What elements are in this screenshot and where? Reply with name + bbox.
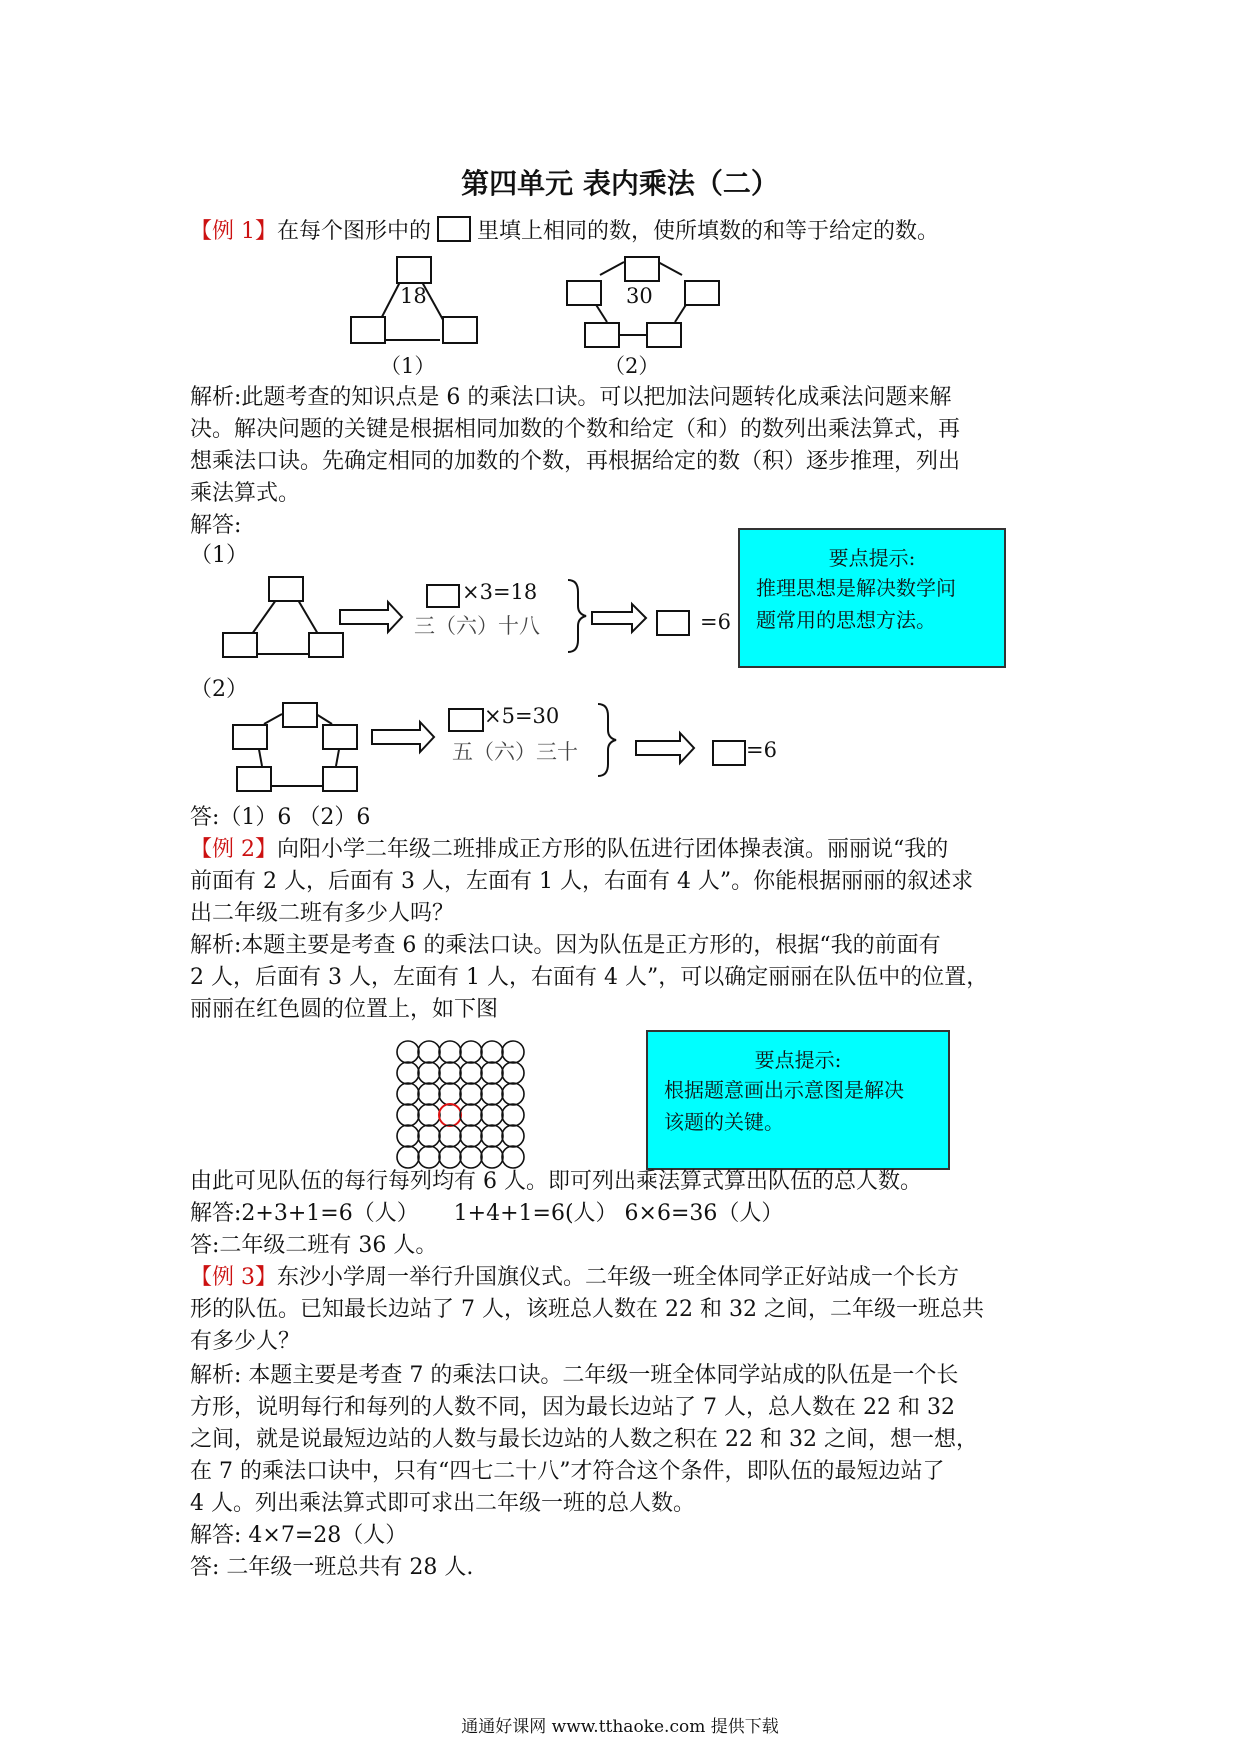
person-circle bbox=[460, 1083, 482, 1105]
person-circle bbox=[481, 1083, 503, 1105]
person-circle bbox=[460, 1041, 482, 1063]
tip-box bbox=[646, 1030, 950, 1170]
person-circle bbox=[481, 1146, 503, 1168]
person-circle bbox=[502, 1062, 524, 1084]
tip-heading: 要点提示: bbox=[754, 1048, 842, 1072]
blank-box bbox=[712, 740, 746, 766]
example-1-final-answer: 答:（1）6 （2）6 bbox=[190, 805, 371, 830]
blank-box bbox=[448, 708, 484, 732]
question-text: 向阳小学二年级二班排成正方形的队伍进行团体操表演。丽丽说“我的 bbox=[277, 837, 949, 862]
question-text-pre: 在每个图形中的 bbox=[277, 219, 432, 244]
example-3-tag: 【例 3】 bbox=[190, 1265, 277, 1290]
page-title: 第四单元 表内乘法（二） bbox=[461, 167, 779, 200]
figure-2-number: 30 bbox=[626, 284, 653, 308]
example-2-tag: 【例 2】 bbox=[190, 837, 277, 862]
blank-box bbox=[268, 576, 304, 602]
person-circle bbox=[397, 1146, 419, 1168]
tip-heading: 要点提示: bbox=[828, 546, 916, 570]
analysis-line: 丽丽在红色圆的位置上，如下图 bbox=[190, 997, 499, 1022]
person-circle bbox=[481, 1062, 503, 1084]
analysis-line: 2 人，后面有 3 人，左面有 1 人，右面有 4 人”，可以确定丽丽在队伍中的位置， bbox=[190, 965, 989, 990]
person-circle bbox=[460, 1125, 482, 1147]
part-2-result: =6 bbox=[746, 738, 777, 762]
example-2-question bbox=[190, 834, 948, 866]
person-circle bbox=[418, 1041, 440, 1063]
person-circle bbox=[439, 1125, 461, 1147]
analysis-line: 方形，说明每行和每列的人数不同，因为最长边站了 7 人，总人数在 22 和 32 bbox=[190, 1395, 955, 1420]
example-2-conclusion: 由此可见队伍的每行每列均有 6 人。即可列出乘法算式算出队伍的总人数。 bbox=[190, 1169, 922, 1194]
question-line: 前面有 2 人，后面有 3 人，左面有 1 人，右面有 4 人”。你能根据丽丽的叙述求 bbox=[190, 869, 974, 894]
analysis-line: 解析: 本题主要是考查 7 的乘法口诀。二年级一班全体同学站成的队伍是一个长 bbox=[190, 1363, 959, 1388]
person-circle bbox=[418, 1146, 440, 1168]
person-circle bbox=[502, 1146, 524, 1168]
formation-circle-grid bbox=[396, 1040, 536, 1180]
tip-box bbox=[738, 528, 1006, 668]
tip-line: 该题的关键。 bbox=[664, 1110, 784, 1134]
person-circle bbox=[397, 1083, 419, 1105]
analysis-line: 之间，就是说最短边站的人数与最长边站的人数之积在 22 和 32 之间，想一想， bbox=[190, 1427, 978, 1452]
figure-1-number: 18 bbox=[400, 284, 427, 308]
part-1-rhyme: 三（六）十八 bbox=[414, 614, 540, 638]
person-circle bbox=[439, 1146, 461, 1168]
person-circle bbox=[439, 1041, 461, 1063]
question-line: 形的队伍。已知最长边站了 7 人，该班总人数在 22 和 32 之间，二年级一班总共 bbox=[190, 1297, 984, 1322]
part-2-rhyme: 五（六）三十 bbox=[452, 740, 578, 764]
part-2-equation: ×5=30 bbox=[484, 704, 560, 728]
part-1-label: （1） bbox=[190, 543, 248, 568]
person-circle bbox=[418, 1062, 440, 1084]
example-2-final-answer: 答:二年级二班有 36 人。 bbox=[190, 1233, 438, 1258]
blank-box bbox=[236, 766, 272, 792]
figure-1-label: （1） bbox=[380, 354, 436, 378]
blank-box bbox=[232, 724, 268, 750]
person-circle bbox=[460, 1104, 482, 1126]
example-1-tag: 【例 1】 bbox=[190, 219, 277, 244]
blank-box bbox=[282, 702, 318, 728]
blank-box bbox=[426, 584, 460, 608]
person-circle bbox=[502, 1041, 524, 1063]
person-circle bbox=[502, 1125, 524, 1147]
person-circle bbox=[397, 1041, 419, 1063]
question-text: 东沙小学周一举行升国旗仪式。二年级一班全体同学正好站成一个长方 bbox=[277, 1265, 960, 1290]
blank-box bbox=[656, 610, 690, 636]
person-circle bbox=[460, 1062, 482, 1084]
person-circle bbox=[481, 1104, 503, 1126]
part-2-label: （2） bbox=[190, 677, 248, 702]
person-circle bbox=[502, 1104, 524, 1126]
person-circle bbox=[418, 1125, 440, 1147]
person-circle bbox=[439, 1083, 461, 1105]
person-circle bbox=[397, 1104, 419, 1126]
blank-box bbox=[322, 766, 358, 792]
tip-line: 推理思想是解决数学问 bbox=[756, 576, 956, 600]
blank-box bbox=[322, 724, 358, 750]
person-circle bbox=[439, 1062, 461, 1084]
person-circle bbox=[481, 1041, 503, 1063]
example-3-final-answer: 答: 二年级一班总共有 28 人. bbox=[190, 1555, 474, 1580]
analysis-line: 4 人。列出乘法算式即可求出二年级一班的总人数。 bbox=[190, 1491, 695, 1516]
person-circle bbox=[418, 1083, 440, 1105]
tip-line: 根据题意画出示意图是解决 bbox=[664, 1078, 904, 1102]
lili-position-circle bbox=[439, 1104, 461, 1126]
question-text-post: 里填上相同的数，使所填数的和等于给定的数。 bbox=[477, 219, 940, 244]
part-1-result: =6 bbox=[700, 610, 731, 634]
person-circle bbox=[460, 1146, 482, 1168]
example-3-question bbox=[190, 1262, 959, 1294]
analysis-line: 决。解决问题的关键是根据相同加数的个数和给定（和）的数列出乘法算式，再 bbox=[190, 417, 961, 442]
figure-2-label: （2） bbox=[604, 354, 660, 378]
analysis-line: 解析:本题主要是考查 6 的乘法口诀。因为队伍是正方形的，根据“我的前面有 bbox=[190, 933, 941, 958]
person-circle bbox=[502, 1083, 524, 1105]
blank-box bbox=[308, 632, 344, 658]
blank-box bbox=[222, 632, 258, 658]
question-line: 有多少人？ bbox=[190, 1329, 301, 1354]
example-3-solution: 解答: 4×7=28（人） bbox=[190, 1523, 408, 1548]
person-circle bbox=[397, 1125, 419, 1147]
analysis-line: 想乘法口诀。先确定相同的加数的个数，再根据给定的数（积）逐步推理，列出 bbox=[190, 449, 961, 474]
person-circle bbox=[397, 1062, 419, 1084]
analysis-line: 乘法算式。 bbox=[190, 481, 301, 506]
person-circle bbox=[418, 1104, 440, 1126]
tip-line: 题常用的思想方法。 bbox=[756, 608, 936, 632]
person-circle bbox=[481, 1125, 503, 1147]
footer-download-note: 通通好课网 www.tthaoke.com 提供下载 bbox=[461, 1717, 779, 1737]
answer-label: 解答: bbox=[190, 513, 242, 538]
question-line: 出二年级二班有多少人吗？ bbox=[190, 901, 455, 926]
example-2-solution: 解答:2+3+1=6（人） 1+4+1=6(人） 6×6=36（人） bbox=[190, 1201, 784, 1226]
analysis-line: 在 7 的乘法口诀中，只有“四七二十八”才符合这个条件，即队伍的最短边站了 bbox=[190, 1459, 945, 1484]
analysis-line: 解析:此题考查的知识点是 6 的乘法口诀。可以把加法问题转化成乘法问题来解 bbox=[190, 385, 952, 410]
part-1-equation: ×3=18 bbox=[462, 580, 538, 604]
